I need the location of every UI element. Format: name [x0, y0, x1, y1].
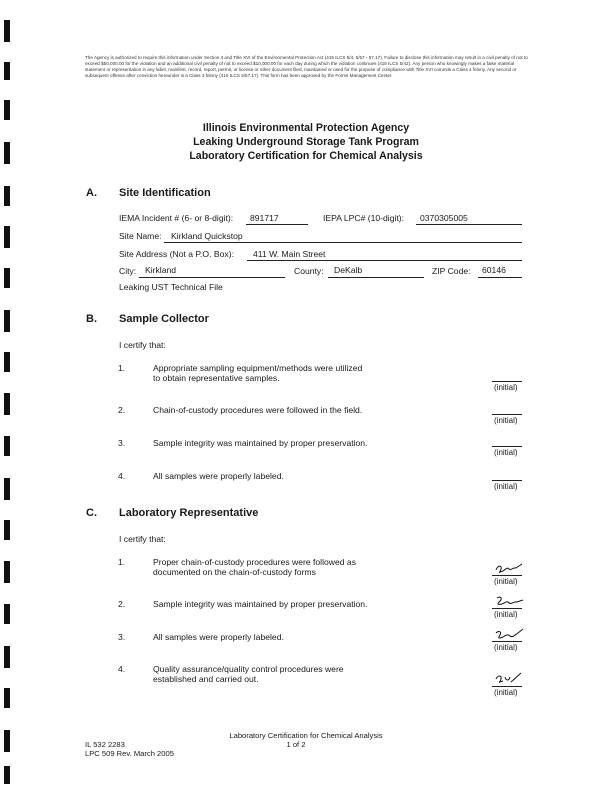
initial-label: (initial) [494, 416, 518, 425]
edge-mark [4, 520, 10, 540]
edge-mark [4, 100, 10, 120]
signature-initial-mark [494, 627, 524, 641]
item-number: 1. [118, 557, 126, 567]
zip-field-line [478, 277, 522, 278]
edge-mark [4, 478, 10, 500]
section-c-certify: I certify that: [119, 534, 166, 544]
signature-initial-mark [494, 594, 524, 608]
item-number: 4. [118, 471, 126, 481]
initial-line [492, 686, 522, 687]
address-value[interactable]: 411 W. Main Street [253, 249, 326, 259]
site-name-value[interactable]: Kirkland Quickstop [171, 231, 243, 241]
item-number: 2. [118, 599, 126, 609]
city-field-line [139, 277, 285, 278]
edge-mark [4, 561, 10, 583]
edge-mark [4, 604, 10, 624]
footer-title: Laboratory Certification for Chemical Analysis [229, 731, 383, 740]
item-text-line1: Proper chain-of-custody procedures were followed as [153, 557, 357, 567]
section-c-letter: C. [86, 507, 97, 519]
initial-label: (initial) [494, 383, 518, 392]
footer-form-id: IL 532 2283 [85, 740, 125, 749]
initial-line [492, 414, 522, 415]
edge-mark [4, 352, 10, 372]
edge-mark [4, 20, 10, 42]
signature-initial-mark [494, 561, 524, 575]
item-text-line1: Chain-of-custody procedures were followed in the field. [153, 405, 363, 415]
initial-label: (initial) [494, 482, 518, 491]
initial-line [492, 608, 522, 609]
edge-mark [4, 226, 10, 248]
initial-label: (initial) [494, 448, 518, 457]
item-number: 4. [118, 664, 126, 674]
initial-label: (initial) [494, 688, 518, 697]
initial-line [492, 381, 522, 382]
section-b-letter: B. [86, 313, 97, 325]
edge-mark [4, 646, 10, 668]
item-text-line2: to obtain representative samples. [153, 373, 280, 383]
technical-file-label: Leaking UST Technical File [119, 282, 223, 292]
edge-mark [4, 310, 10, 332]
item-text-line2: established and carried out. [153, 674, 259, 684]
section-c-title: Laboratory Representative [119, 507, 259, 519]
item-text-line1: All samples were properly labeled. [153, 632, 284, 642]
edge-mark [4, 62, 10, 80]
county-field-line [328, 277, 424, 278]
iepa-label: IEPA LPC# (10-digit): [323, 213, 405, 223]
item-number: 3. [118, 438, 126, 448]
signature-initial-mark [494, 671, 524, 685]
iema-label: IEMA Incident # (6- or 8-digit): [119, 213, 234, 223]
agency-title: Illinois Environmental Protection Agency [202, 122, 410, 134]
footer-page-number: 1 of 2 [286, 740, 306, 749]
legal-notice: The Agency is authorized to require this information under Section 4 and Title XVI of the Environmental Protection Act (415 ILCS 5/4, 5/57 - 57.17). Failure to disclose this information may result in a civil penalty of not to exceed $50,000.00 for the violation and an additional civil penalty of not to exceed $10,000.00 for each day during which the violation continues (415 ILCS 5/42). Any person who knowingly makes a false material statement or representation in any label, manifest, record, report, permit, or license or other document filed, maintained or used for the purpose of compliance with Title XVI commits a Class 4 felony. Any second or subsequent offense after conviction hereunder is a Class 3 felony (415 ILCS 5/57.17). This form has been approved by the Forms Management Center. [85, 55, 528, 78]
section-a-title: Site Identification [119, 187, 211, 199]
initial-line [492, 575, 522, 576]
county-value[interactable]: DeKalb [334, 265, 363, 275]
zip-label: ZIP Code: [432, 266, 471, 276]
edge-mark [4, 688, 10, 708]
item-text-line1: Sample integrity was maintained by proper preservation. [153, 438, 368, 448]
form-title: Laboratory Certification for Chemical Analysis [189, 150, 423, 162]
address-field-line [247, 260, 522, 261]
city-value[interactable]: Kirkland [145, 265, 177, 275]
footer-revision: LPC 509 Rev. March 2005 [85, 749, 174, 758]
initial-label: (initial) [494, 610, 518, 619]
item-text-line1: Appropriate sampling equipment/methods were utilized [153, 363, 363, 373]
initial-line [492, 641, 522, 642]
item-number: 2. [118, 405, 126, 415]
edge-mark [4, 186, 10, 206]
item-number: 3. [118, 632, 126, 642]
initial-label: (initial) [494, 577, 518, 586]
edge-mark [4, 436, 10, 456]
section-b-certify: I certify that: [119, 340, 166, 350]
item-text-line2: documented on the chain-of-custody forms [153, 567, 316, 577]
initial-line [492, 446, 522, 447]
county-label: County: [294, 266, 324, 276]
edge-mark [4, 766, 10, 784]
iepa-value[interactable]: 0370305005 [420, 213, 468, 223]
initial-line [492, 480, 522, 481]
item-text-line1: Quality assurance/quality control procedures were [153, 664, 344, 674]
iepa-field-line [416, 224, 522, 225]
site-name-field-line [164, 242, 522, 243]
section-b-title: Sample Collector [119, 313, 209, 325]
site-name-label: Site Name: [119, 231, 162, 241]
address-label: Site Address (Not a P.O. Box): [119, 249, 234, 259]
section-a-letter: A. [86, 187, 97, 199]
edge-mark [4, 393, 10, 415]
edge-mark [4, 268, 10, 288]
iema-field-line [246, 224, 308, 225]
item-number: 1. [118, 363, 126, 373]
initial-label: (initial) [494, 643, 518, 652]
city-label: City: [119, 266, 137, 276]
item-text-line1: Sample integrity was maintained by proper preservation. [153, 599, 368, 609]
program-title: Leaking Underground Storage Tank Program [193, 136, 419, 148]
item-text-line1: All samples were properly labeled. [153, 471, 284, 481]
zip-value[interactable]: 60146 [482, 265, 506, 275]
iema-value[interactable]: 891717 [250, 213, 279, 223]
